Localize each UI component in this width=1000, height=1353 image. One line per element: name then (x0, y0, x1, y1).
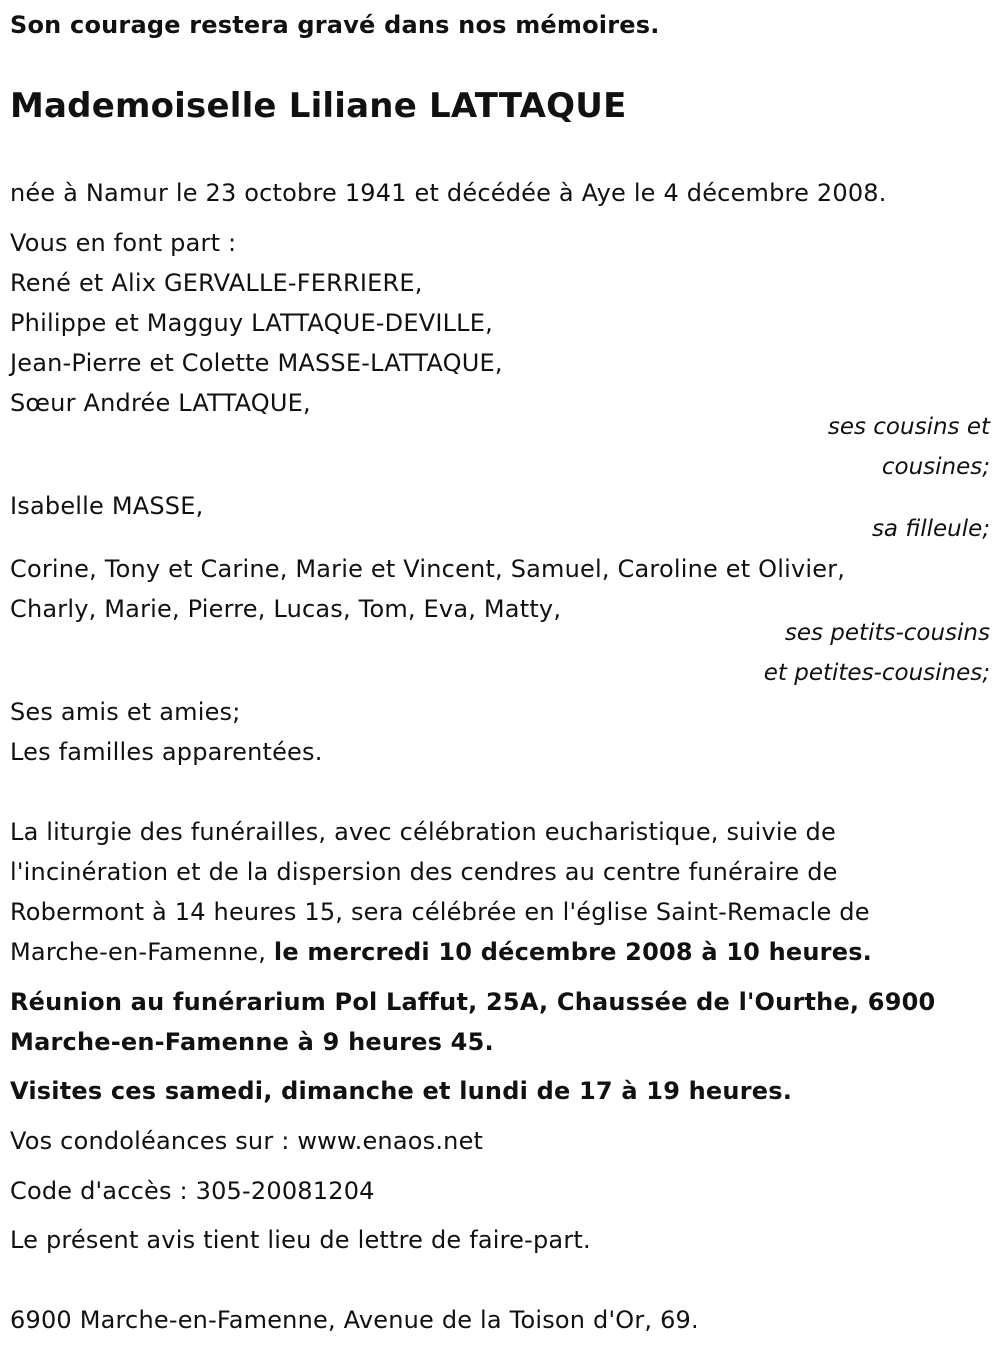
cousin-entry: Philippe et Magguy LATTAQUE-DEVILLE, (10, 309, 493, 337)
address-line: 6900 Marche-en-Famenne, Avenue de la Toison d'Or, 69. (10, 1306, 699, 1334)
liturgy-line-last (10, 937, 872, 967)
visits-line: Visites ces samedi, dimanche et lundi de 17 à 19 heures. (10, 1077, 793, 1105)
cousin-entry: René et Alix GERVALLE-FERRIERE, (10, 269, 423, 297)
liturgy-line: Robermont à 14 heures 15, sera célébrée en l'église Saint-Remacle de (10, 898, 870, 926)
cousins-relation: ses cousins et (827, 414, 990, 440)
notice-line: Le présent avis tient lieu de lettre de faire-part. (10, 1226, 591, 1254)
second-cousins-relation: et petites-cousines; (763, 660, 990, 686)
access-code-line: Code d'accès : 305-20081204 (10, 1177, 375, 1205)
liturgy-line: La liturgie des funérailles, avec célébration eucharistique, suivie de (10, 818, 836, 846)
second-cousins-relation: ses petits-cousins (784, 620, 990, 646)
cousin-entry: Jean-Pierre et Colette MASSE-LATTAQUE, (10, 349, 503, 377)
funeral-date: le mercredi 10 décembre 2008 à 10 heures. (273, 938, 872, 966)
friends-line: Ses amis et amies; (10, 698, 241, 726)
meeting-line: Réunion au funérarium Pol Laffut, 25A, Chaussée de l'Ourthe, 6900 (10, 988, 936, 1016)
birth-death-info: née à Namur le 23 octobre 1941 et décédée à Aye le 4 décembre 2008. (10, 179, 887, 207)
goddaughter-relation: sa filleule; (871, 516, 990, 542)
goddaughter-name: Isabelle MASSE, (10, 492, 204, 520)
deceased-name: Mademoiselle Liliane LATTAQUE (10, 86, 627, 126)
second-cousins-line: Corine, Tony et Carine, Marie et Vincent, Samuel, Caroline et Olivier, (10, 555, 846, 583)
motto: Son courage restera gravé dans nos mémoires. (10, 11, 660, 39)
liturgy-line: l'incinération et de la dispersion des cendres au centre funéraire de (10, 858, 838, 886)
meeting-line: Marche-en-Famenne à 9 heures 45. (10, 1028, 494, 1056)
liturgy-place: Marche-en-Famenne, (10, 938, 274, 966)
cousin-entry: Sœur Andrée LATTAQUE, (10, 389, 311, 417)
second-cousins-line: Charly, Marie, Pierre, Lucas, Tom, Eva, Matty, (10, 595, 562, 623)
condolences-line: Vos condoléances sur : www.enaos.net (10, 1127, 484, 1155)
announcers-intro: Vous en font part : (10, 229, 237, 257)
cousins-relation: cousines; (881, 454, 990, 480)
families-line: Les familles apparentées. (10, 738, 323, 766)
